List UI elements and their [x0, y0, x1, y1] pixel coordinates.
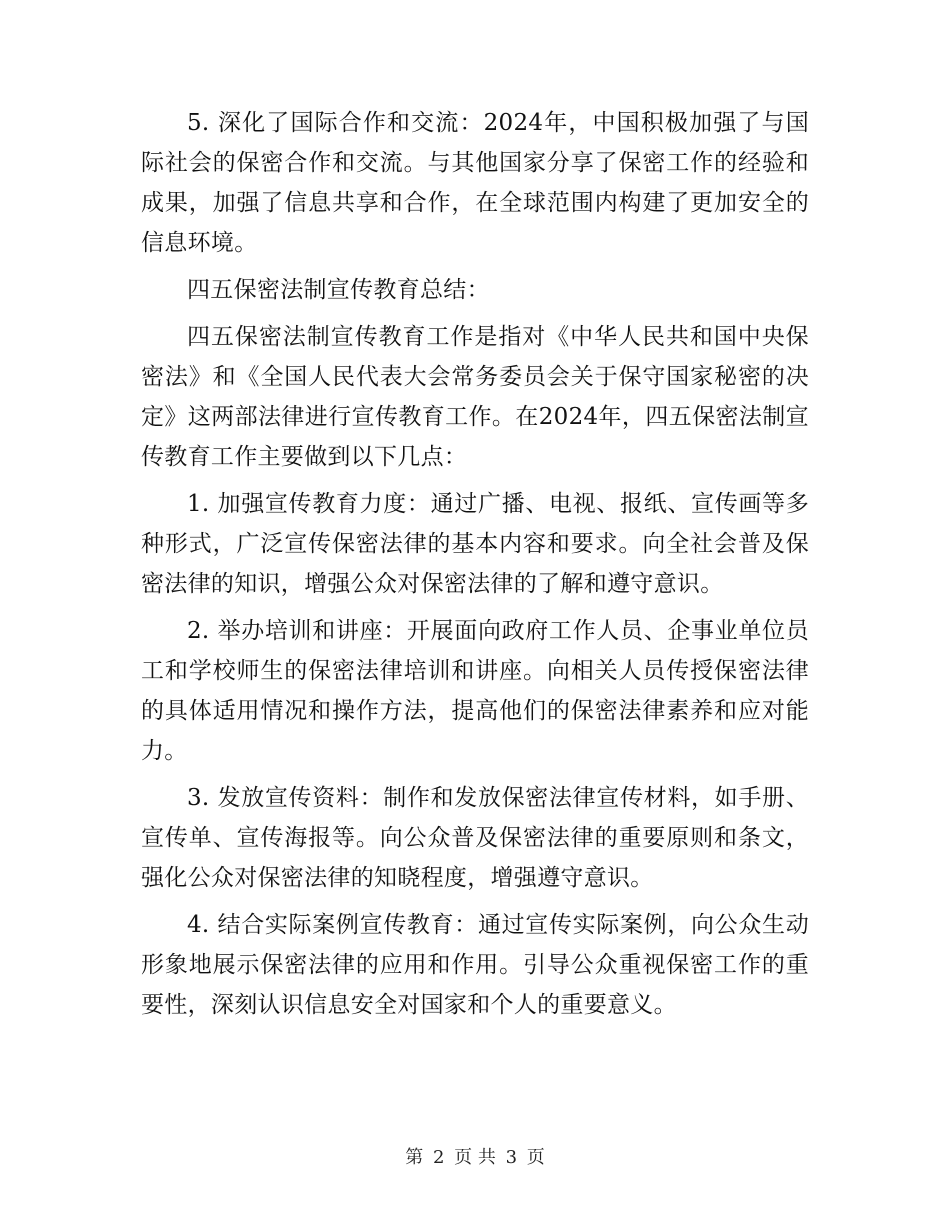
page-suffix: 页	[526, 1147, 545, 1168]
paragraph-intl-cooperation: 5. 深化了国际合作和交流：2024年，中国积极加强了与国际社会的保密合作和交流。与其他国家分享了保密工作的经验和成果，加强了信息共享和合作，在全球范围内构建了更加安全的信息环境。	[141, 110, 809, 256]
paragraph-point-4: 4. 结合实际案例宣传教育：通过宣传实际案例，向公众生动形象地展示保密法律的应用和作用。引导公众重视保密工作的重要性，深刻认识信息安全对国家和个人的重要意义。	[141, 912, 809, 1018]
page-current: 2	[432, 1147, 445, 1168]
paragraph-point-1: 1. 加强宣传教育力度：通过广播、电视、报纸、宣传画等多种形式，广泛宣传保密法律的基本内容和要求。向全社会普及保密法律的知识，增强公众对保密法律的了解和遵守意识。	[141, 491, 809, 597]
paragraph-summary-intro: 四五保密法制宣传教育工作是指对《中华人民共和国中央保密法》和《全国人民代表大会常务委员会关于保守国家秘密的决定》这两部法律进行宣传教育工作。在2024年，四五保密法制宣传教育工作主要做到以下几点：	[141, 324, 809, 470]
paragraph-point-2: 2. 举办培训和讲座：开展面向政府工作人员、企事业单位员工和学校师生的保密法律培训和讲座。向相关人员传授保密法律的具体适用情况和操作方法，提高他们的保密法律素养和应对能力。	[141, 618, 809, 764]
document-body	[141, 103, 809, 1032]
page-prefix: 第	[405, 1147, 424, 1168]
section-heading-summary: 四五保密法制宣传教育总结：	[187, 277, 490, 303]
paragraph-point-3: 3. 发放宣传资料：制作和发放保密法律宣传材料，如手册、宣传单、宣传海报等。向公众普及保密法律的重要原则和条文，强化公众对保密法律的知晓程度，增强遵守意识。	[141, 785, 809, 891]
page-number-footer	[0, 1144, 950, 1172]
page-middle: 页 共	[454, 1147, 496, 1168]
page-total: 3	[505, 1147, 518, 1168]
